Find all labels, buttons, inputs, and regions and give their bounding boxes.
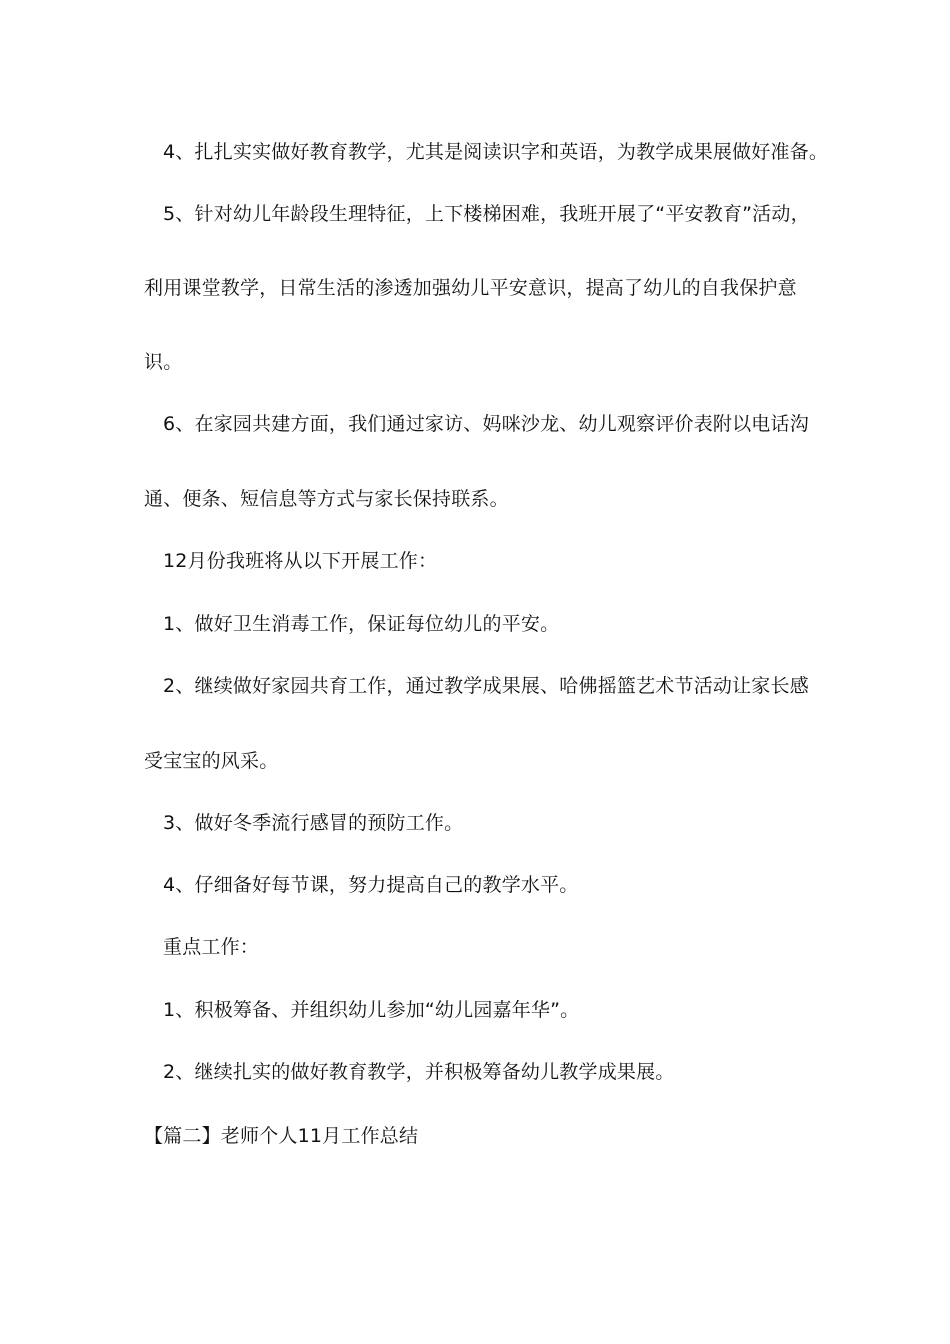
plan-item-2: 2、继续做好家园共育工作，通过教学成果展、哈佛摇篮艺术节活动让家长感 <box>163 675 809 697</box>
plan-item-1: 1、做好卫生消毒工作，保证每位幼儿的平安。 <box>163 613 560 635</box>
paragraph-item-4: 4、扎扎实实做好教育教学，尤其是阅读识字和英语，为教学成果展做好准备。 <box>163 141 829 163</box>
paragraph-item-5: 5、针对幼儿年龄段生理特征，上下楼梯困难，我班开展了“平安教育”活动， <box>163 203 810 225</box>
plan-item-4: 4、仔细备好每节课，努力提高自己的教学水平。 <box>163 874 579 896</box>
key-work-item-1: 1、积极筹备、并组织幼儿参加“幼儿园嘉年华”。 <box>163 999 580 1021</box>
paragraph-item-5-end: 识。 <box>144 351 183 373</box>
section-intro-december: 12月份我班将从以下开展工作： <box>163 550 438 572</box>
plan-item-2-continuation: 受宝宝的风采。 <box>144 750 279 772</box>
section-title-part-two: 【篇二】老师个人11月工作总结 <box>144 1125 419 1147</box>
plan-item-3: 3、做好冬季流行感冒的预防工作。 <box>163 812 464 834</box>
key-work-heading: 重点工作： <box>163 936 260 958</box>
paragraph-item-5-continuation: 利用课堂教学，日常生活的渗透加强幼儿平安意识，提高了幼儿的自我保护意 <box>144 277 797 299</box>
key-work-item-2: 2、继续扎实的做好教育教学，并积极筹备幼儿教学成果展。 <box>163 1061 675 1083</box>
paragraph-item-6-continuation: 通、便条、短信息等方式与家长保持联系。 <box>144 488 509 510</box>
paragraph-item-6: 6、在家园共建方面，我们通过家访、妈咪沙龙、幼儿观察评价表附以电话沟 <box>163 413 809 435</box>
